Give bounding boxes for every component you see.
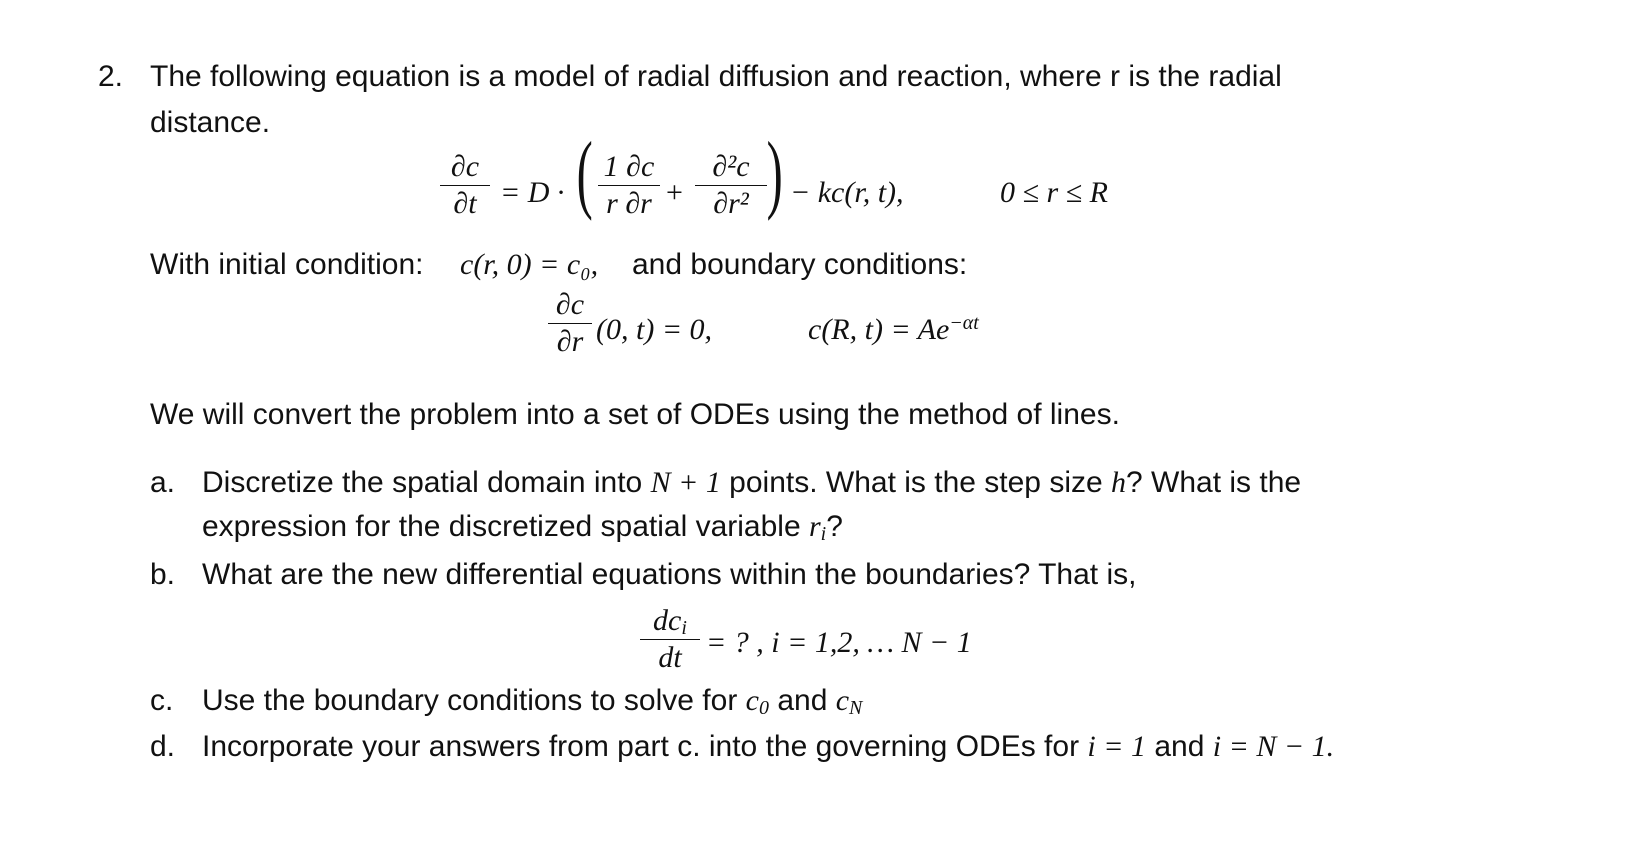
bc-right: c(R, $t) = Ae^{-\alpha t}$ bbox=[808, 312, 979, 346]
boundary-conditions-text: and boundary conditions: bbox=[632, 248, 968, 281]
part-c-label: c. bbox=[150, 684, 174, 717]
initial-condition-prefix: With initial condition: bbox=[150, 248, 424, 281]
right-paren: ) bbox=[766, 125, 783, 222]
pde-term1-fraction: 1 ∂c r ∂r bbox=[598, 150, 660, 221]
part-d-text: Incorporate your answers from part c. into the governing ODEs for i = 1 and i = N − 1. bbox=[202, 730, 1335, 763]
bc-left-rest: (0, t) = 0, bbox=[596, 313, 713, 346]
intro-line-2: distance. bbox=[150, 106, 271, 139]
part-b-text: What are the new differential equations within the boundaries? That is, bbox=[202, 558, 1137, 591]
left-paren: ( bbox=[576, 125, 593, 222]
intro-line-1: The following equation is a model of radial diffusion and reaction, where r is the radial bbox=[150, 60, 1282, 93]
pde-term2-fraction: ∂²c ∂r² bbox=[695, 150, 767, 221]
part-b-equation-rest: = ? , i = 1,2, … N − 1 bbox=[706, 626, 972, 659]
part-d-label: d. bbox=[150, 730, 176, 763]
part-a-label: a. bbox=[150, 466, 176, 499]
pde-plus: + bbox=[666, 176, 683, 209]
method-of-lines-text: We will convert the problem into a set of ODEs using the method of lines. bbox=[150, 398, 1120, 431]
initial-condition-math: c(r, 0) = c₀, bbox=[460, 248, 599, 281]
part-c-text: Use the boundary conditions to solve for $c_0$ and $c_N$ bbox=[202, 684, 863, 719]
part-b-fraction: $dc_i$ dt bbox=[640, 604, 700, 675]
pde-reaction-term: − kc(r, t), bbox=[790, 176, 904, 209]
pde-lhs-fraction: ∂c ∂t bbox=[440, 150, 490, 221]
part-a-line-2: expression for the discretized spatial variable $r_i$? bbox=[202, 510, 843, 545]
part-b-label: b. bbox=[150, 558, 176, 591]
bc-left-fraction: ∂c ∂r bbox=[548, 288, 592, 359]
pde-domain: 0 ≤ r ≤ R bbox=[1000, 176, 1108, 209]
pde-equals-D: = D · bbox=[500, 176, 565, 209]
part-a-line-1: Discretize the spatial domain into N + 1 points. What is the step size h? What is the bbox=[202, 466, 1302, 499]
problem-number: 2. bbox=[98, 60, 124, 93]
